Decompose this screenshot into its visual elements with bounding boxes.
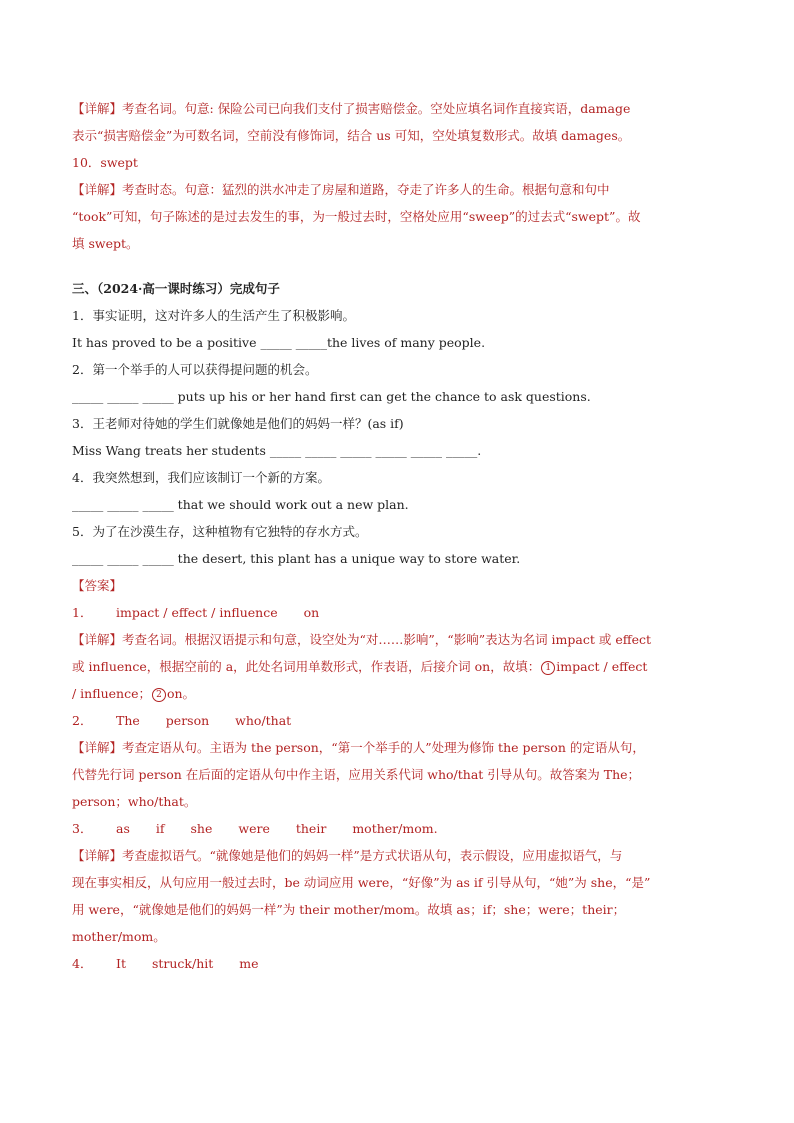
circled-number: 1 xyxy=(541,661,555,675)
explain-line: 【详解】考查定语从句。主语为 the person，“第一个举手的人”处理为修饰 the person 的定语从句， xyxy=(72,740,645,755)
question-en: _____ _____ _____ that we should work out a new plan. xyxy=(72,497,409,512)
answer-1: 1． impact / effect / influence on xyxy=(72,605,320,620)
question-3 xyxy=(72,410,724,464)
question-cn: 1．事实证明，这对许多人的生活产生了积极影响。 xyxy=(72,308,355,323)
circled-number: 2 xyxy=(152,688,166,702)
explain-tag: 【详解】 xyxy=(72,848,123,863)
section-heading: 三、（2024·高一课时练习）完成句子 xyxy=(72,281,280,296)
answer-4: 4． It struck/hit me xyxy=(72,956,259,971)
explain-line: 【详解】考查名词。句意: 保险公司已向我们支付了损害赔偿金。空处应填名词作直接宾语，damage xyxy=(72,101,631,116)
answer-2: 2． The person who/that xyxy=(72,713,292,728)
explain-line: / influence； 2 on。 xyxy=(72,686,196,701)
answer-heading: 【答案】 xyxy=(72,578,123,593)
question-en: _____ _____ _____ puts up his or her hand first can get the chance to ask questions. xyxy=(72,389,591,404)
question-5 xyxy=(72,518,724,572)
explain-line: person；who/that。 xyxy=(72,794,197,809)
question-en: Miss Wang treats her students _____ _____ _____ _____ _____ _____. xyxy=(72,443,482,458)
explain-tag: 【详解】 xyxy=(72,182,123,197)
question-en: _____ _____ _____ the desert, this plant has a unique way to store water. xyxy=(72,551,521,566)
answer-item-10: 10．swept xyxy=(72,155,138,170)
question-cn: 5．为了在沙漠生存，这种植物有它独特的存水方式。 xyxy=(72,524,368,539)
explain-line: 现在事实相反，从句应用一般过去时，be 动词应用 were，“好像”为 as if 引导从句，“她”为 she，“是” xyxy=(72,875,651,890)
explain-line: mother/mom。 xyxy=(72,929,166,944)
explain-line: “took”可知，句子陈述的是过去发生的事，为一般过去时，空格处应用“sweep”的过去式“swept”。故 xyxy=(72,209,641,224)
explain-line: 代替先行词 person 在后面的定语从句中作主语，应用关系代词 who/that 引导从句。故答案为 The； xyxy=(72,767,641,782)
explain-line: 【详解】考查时态。句意：猛烈的洪水冲走了房屋和道路，夺走了许多人的生命。根据句意和句中 xyxy=(72,182,610,197)
explain-line: 【详解】考查虚拟语气。“就像她是他们的妈妈一样”是方式状语从句，表示假设，应用虚拟语气，与 xyxy=(72,848,623,863)
question-2 xyxy=(72,356,724,410)
explain-line: 【详解】考查名词。根据汉语提示和句意，设空处为“对……影响”，“影响”表达为名词 impact 或 effect xyxy=(72,632,652,647)
question-cn: 2．第一个举手的人可以获得提问题的机会。 xyxy=(72,362,318,377)
explain-line: 或 influence，根据空前的 a，此处名词用单数形式，作表语，后接介词 on，故填： 1 impact / effect xyxy=(72,659,648,674)
document-page xyxy=(72,95,724,977)
answer-3: 3． as if she were their mother/mom. xyxy=(72,821,438,836)
explain-line: 表示“损害赔偿金”为可数名词，空前没有修饰词，结合 us 可知，空处填复数形式。故填 damages。 xyxy=(72,128,631,143)
question-cn: 4．我突然想到，我们应该制订一个新的方案。 xyxy=(72,470,330,485)
explain-tag: 【详解】 xyxy=(72,101,123,116)
explain-line: 用 were，“就像她是他们的妈妈一样”为 their mother/mom。故填 as；if；she；were；their； xyxy=(72,902,626,917)
explain-tag: 【详解】 xyxy=(72,740,123,755)
explain-tag: 【详解】 xyxy=(72,632,123,647)
question-cn: 3．王老师对待她的学生们就像她是他们的妈妈一样？(as if) xyxy=(72,416,404,431)
explain-line: 填 swept。 xyxy=(72,236,139,251)
question-en: It has proved to be a positive _____ _____the lives of many people. xyxy=(72,335,486,350)
question-1 xyxy=(72,302,724,356)
question-4 xyxy=(72,464,724,518)
